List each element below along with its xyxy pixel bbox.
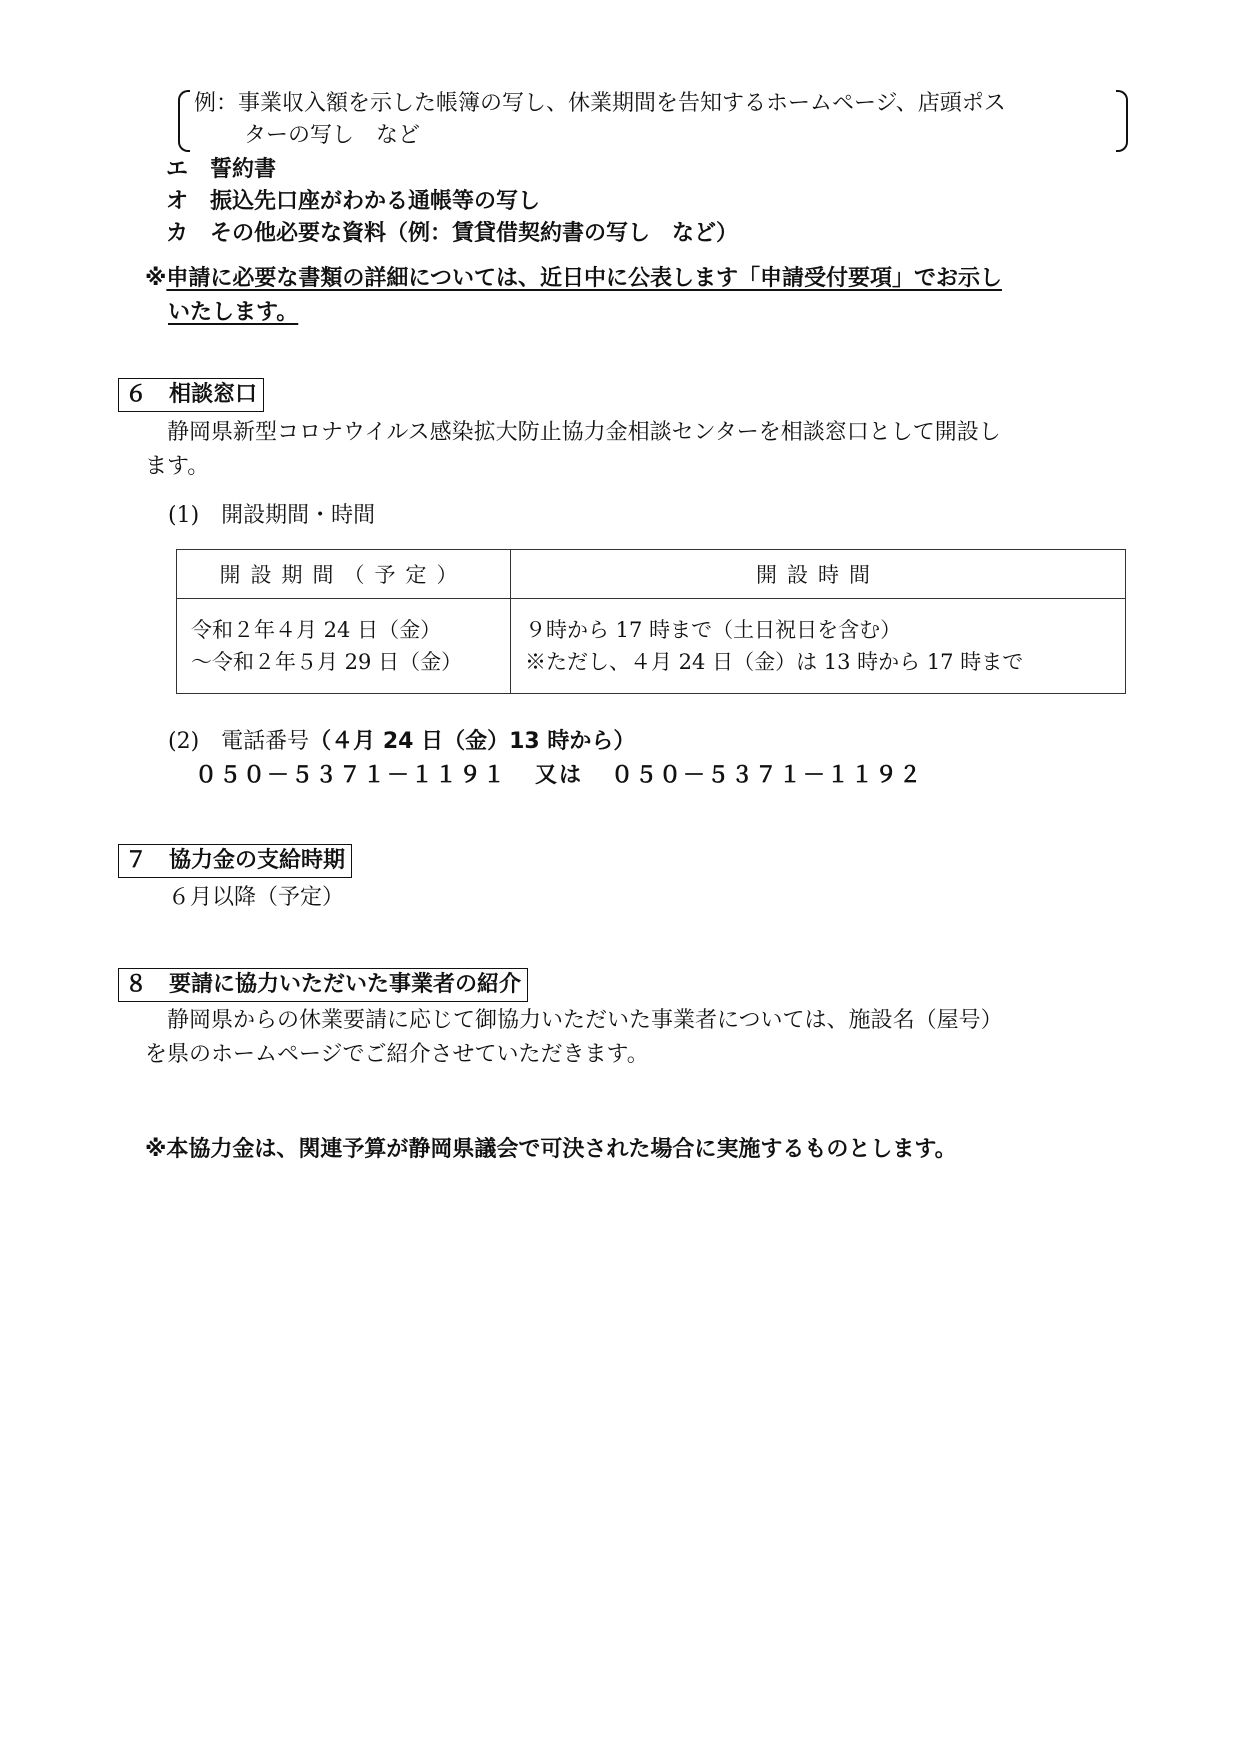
list-item — [166, 154, 276, 186]
list-item — [166, 186, 540, 218]
table-row — [177, 599, 1126, 694]
sub2-label — [168, 726, 635, 758]
phone-numbers — [195, 760, 923, 792]
section-6-heading: ６ 相談窓口 — [118, 378, 264, 412]
table-header-row — [177, 550, 1126, 599]
right-bracket — [1116, 90, 1128, 152]
phone-2: ０５０－５３７１－１１９２ — [611, 763, 924, 788]
section-7-text: ６月以降（予定） — [168, 885, 345, 910]
period-line-1: 令和２年４月 24 日（金） — [191, 618, 442, 642]
item-text: 誓約書 — [210, 157, 277, 182]
cell-hours — [511, 599, 1126, 694]
sub1-label: (1) 開設期間・時間 — [168, 503, 376, 528]
notice-mark: ※ — [145, 266, 167, 291]
hours-table — [176, 549, 1126, 694]
example-line-2: ターの写し など — [244, 123, 421, 148]
item-marker: エ — [166, 157, 189, 182]
hours-line-1: ９時から 17 時まで（土日祝日を含む） — [525, 618, 902, 642]
list-item — [166, 218, 738, 250]
item-marker: カ — [166, 221, 189, 246]
sub2-title: (2) 電話番号 — [168, 729, 310, 754]
phone-or: 又は — [535, 763, 584, 788]
sub2-note: （４月 24 日（金）13 時から） — [309, 729, 636, 754]
section-8-line-2: を県のホームページでご紹介させていただきます。 — [145, 1042, 649, 1067]
header-hours: 開設時間 — [511, 550, 1126, 599]
intro-line-2: ます。 — [145, 454, 210, 479]
notice-line-2: いたします。 — [168, 300, 299, 325]
phone-1: ０５０－５３７１－１１９１ — [195, 763, 508, 788]
example-line-1: 例：事業収入額を示した帳簿の写し、休業期間を告知するホームページ、店頭ポス — [194, 91, 1006, 116]
section-8-heading: ８ 要請に協力いただいた事業者の紹介 — [118, 968, 528, 1002]
section-6-intro — [145, 416, 1135, 484]
left-bracket — [178, 90, 190, 152]
period-line-2: ～令和２年５月 29 日（金） — [191, 650, 463, 674]
header-period: 開設期間（予定） — [177, 550, 511, 599]
hours-line-2: ※ただし、４月 24 日（金）は 13 時から 17 時まで — [525, 650, 1024, 674]
example-bracket — [178, 88, 1128, 152]
item-text: その他必要な資料（例：賃貸借契約書の写し など） — [210, 221, 739, 246]
intro-line-1: 静岡県新型コロナウイルス感染拡大防止協力金相談センターを相談窓口として開設し — [167, 420, 1001, 445]
cell-period — [177, 599, 511, 694]
notice-line-1: 申請に必要な書類の詳細については、近日中に公表します「申請受付要項」でお示し — [166, 266, 1002, 291]
final-note: ※本協力金は、関連予算が静岡県議会で可決された場合に実施するものとします。 — [145, 1137, 957, 1162]
section-8-line-1: 静岡県からの休業要請に応じて御協力いただいた事業者については、施設名（屋号） — [167, 1008, 1003, 1033]
item-text: 振込先口座がわかる通帳等の写し — [210, 189, 541, 214]
section-8-body — [145, 1004, 1135, 1072]
section-7-heading: ７ 協力金の支給時期 — [118, 844, 352, 878]
item-marker: オ — [166, 189, 189, 214]
notice-detail — [145, 262, 1135, 330]
